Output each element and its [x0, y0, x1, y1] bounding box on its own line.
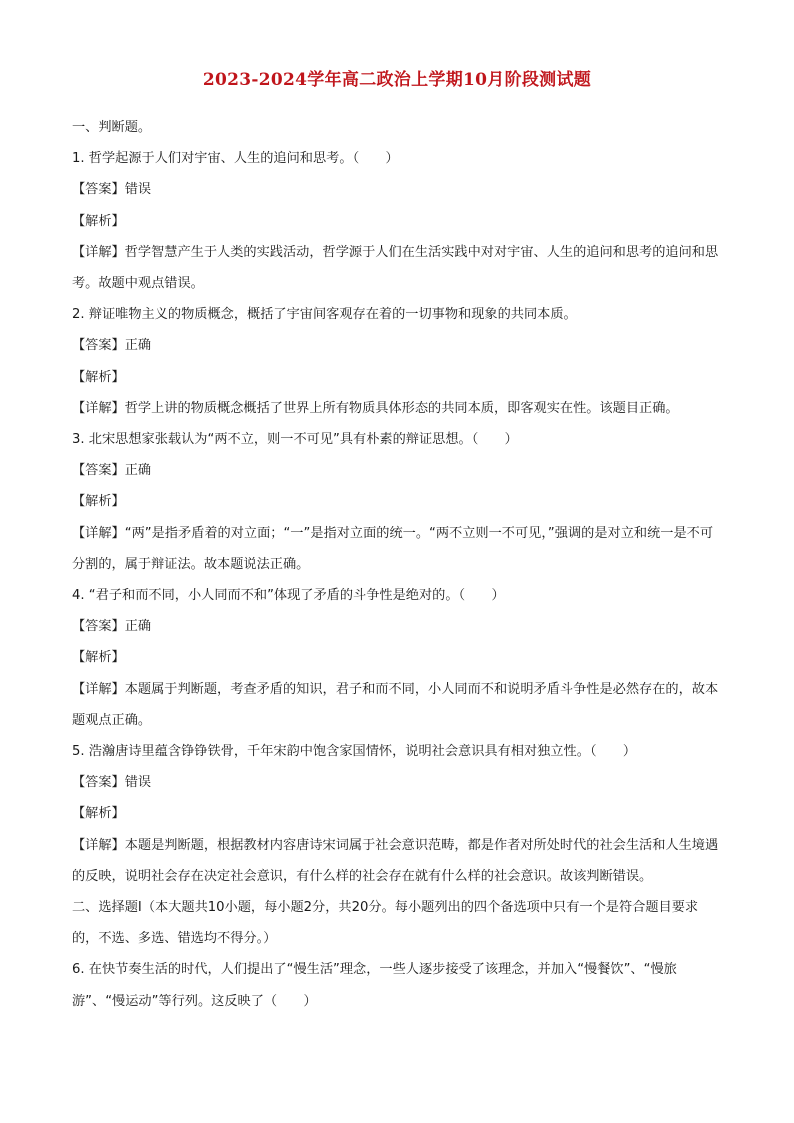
question-1-stem — [72, 143, 722, 174]
detail-label: 【详解】 — [72, 681, 125, 697]
document-title: 2023-2024学年高二政治上学期10月阶段测试题 — [202, 70, 592, 90]
analysis-label: 【解析】 — [72, 213, 125, 229]
answer-label: 【答案】 — [72, 775, 125, 791]
question-2 — [72, 299, 722, 424]
detail-label: 【详解】 — [72, 837, 125, 853]
question-5 — [72, 736, 722, 892]
question-number: 1. — [72, 151, 85, 167]
question-number: 5. — [72, 744, 85, 760]
question-6 — [72, 954, 722, 1016]
answer-line — [72, 330, 722, 361]
detail-line — [72, 237, 722, 299]
answer-line — [72, 611, 722, 642]
answer-label: 【答案】 — [72, 463, 125, 479]
question-text: 在快节奏生活的时代，人们提出了“慢生活”理念，一些人逐步接受了该理念，并加入“慢餐饮”、“慢旅游”、“慢运动”等行列。这反映了（ ） — [72, 962, 677, 1009]
question-6-stem — [72, 954, 722, 1016]
answer-value: 错误 — [124, 775, 152, 791]
detail-line — [72, 830, 722, 892]
section-heading-judgment: 一、判断题。 — [72, 120, 152, 135]
detail-text: 本题属于判断题，考查矛盾的知识，君子和而不同，小人同而不和说明矛盾斗争性是必然存在的，故本题观点正确。 — [72, 681, 719, 728]
answer-value: 错误 — [124, 182, 152, 198]
question-text: 哲学起源于人们对宇宙、人生的追问和思考。（ ） — [88, 151, 399, 167]
question-number: 2. — [72, 307, 85, 323]
analysis-label: 【解析】 — [72, 369, 125, 385]
question-text: 浩瀚唐诗里蕴含铮铮铁骨，千年宋韵中饱含家国情怀，说明社会意识具有相对独立性。（ ） — [88, 744, 637, 760]
answer-label: 【答案】 — [72, 182, 125, 198]
question-text: “君子和而不同，小人同而不和”体现了矛盾的斗争性是绝对的。（ ） — [88, 588, 505, 604]
detail-label: 【详解】 — [72, 244, 125, 260]
question-2-stem — [72, 299, 722, 330]
analysis-label: 【解析】 — [72, 650, 125, 666]
section-heading-choice: 二、选择题Ⅰ（本大题共10小题，每小题2分，共20分。每小题列出的四个备选项中只有一个是符合题目要求的，不选、多选、错选均不得分。） — [72, 900, 699, 947]
analysis-label: 【解析】 — [72, 806, 125, 822]
detail-label: 【详解】 — [72, 525, 125, 541]
question-4-stem — [72, 580, 722, 611]
detail-text: 哲学上讲的物质概念概括了世界上所有物质具体形态的共同本质，即客观实在性。该题目正确。 — [124, 400, 679, 416]
answer-value: 正确 — [124, 338, 152, 354]
question-4 — [72, 580, 722, 736]
question-number: 3. — [72, 432, 85, 448]
question-number: 6. — [72, 962, 85, 978]
answer-line — [72, 455, 722, 486]
detail-text: 本题是判断题，根据教材内容唐诗宋词属于社会意识范畴，都是作者对所处时代的社会生活和人生境遇的反映，说明社会存在决定社会意识，有什么样的社会存在就有什么样的社会意识。故该判断错误。 — [72, 837, 719, 884]
question-text: 北宋思想家张载认为“两不立，则一不可见”具有朴素的辩证思想。（ ） — [88, 432, 518, 448]
question-5-stem — [72, 736, 722, 767]
detail-label: 【详解】 — [72, 400, 125, 416]
detail-line — [72, 674, 722, 736]
question-number: 4. — [72, 588, 85, 604]
answer-label: 【答案】 — [72, 338, 125, 354]
detail-text: 哲学智慧产生于人类的实践活动，哲学源于人们在生活实践中对对宇宙、人生的追问和思考的追问和思考。故题中观点错误。 — [72, 244, 719, 292]
question-text: 辩证唯物主义的物质概念，概括了宇宙间客观存在着的一切事物和现象的共同本质。 — [88, 307, 577, 323]
answer-value: 正确 — [124, 619, 152, 635]
answer-line — [72, 767, 722, 798]
question-3-stem — [72, 424, 722, 455]
detail-text: “两”是指矛盾着的对立面；“一”是指对立面的统一。“两不立则一不可见，”强调的是对立和统一是不可分割的，属于辩证法。故本题说法正确。 — [72, 525, 714, 572]
question-3 — [72, 424, 722, 580]
detail-line — [72, 518, 722, 580]
answer-line — [72, 174, 722, 205]
answer-value: 正确 — [124, 463, 152, 479]
detail-line — [72, 393, 722, 424]
answer-label: 【答案】 — [72, 619, 125, 635]
analysis-label: 【解析】 — [72, 494, 125, 510]
question-1 — [72, 143, 722, 299]
